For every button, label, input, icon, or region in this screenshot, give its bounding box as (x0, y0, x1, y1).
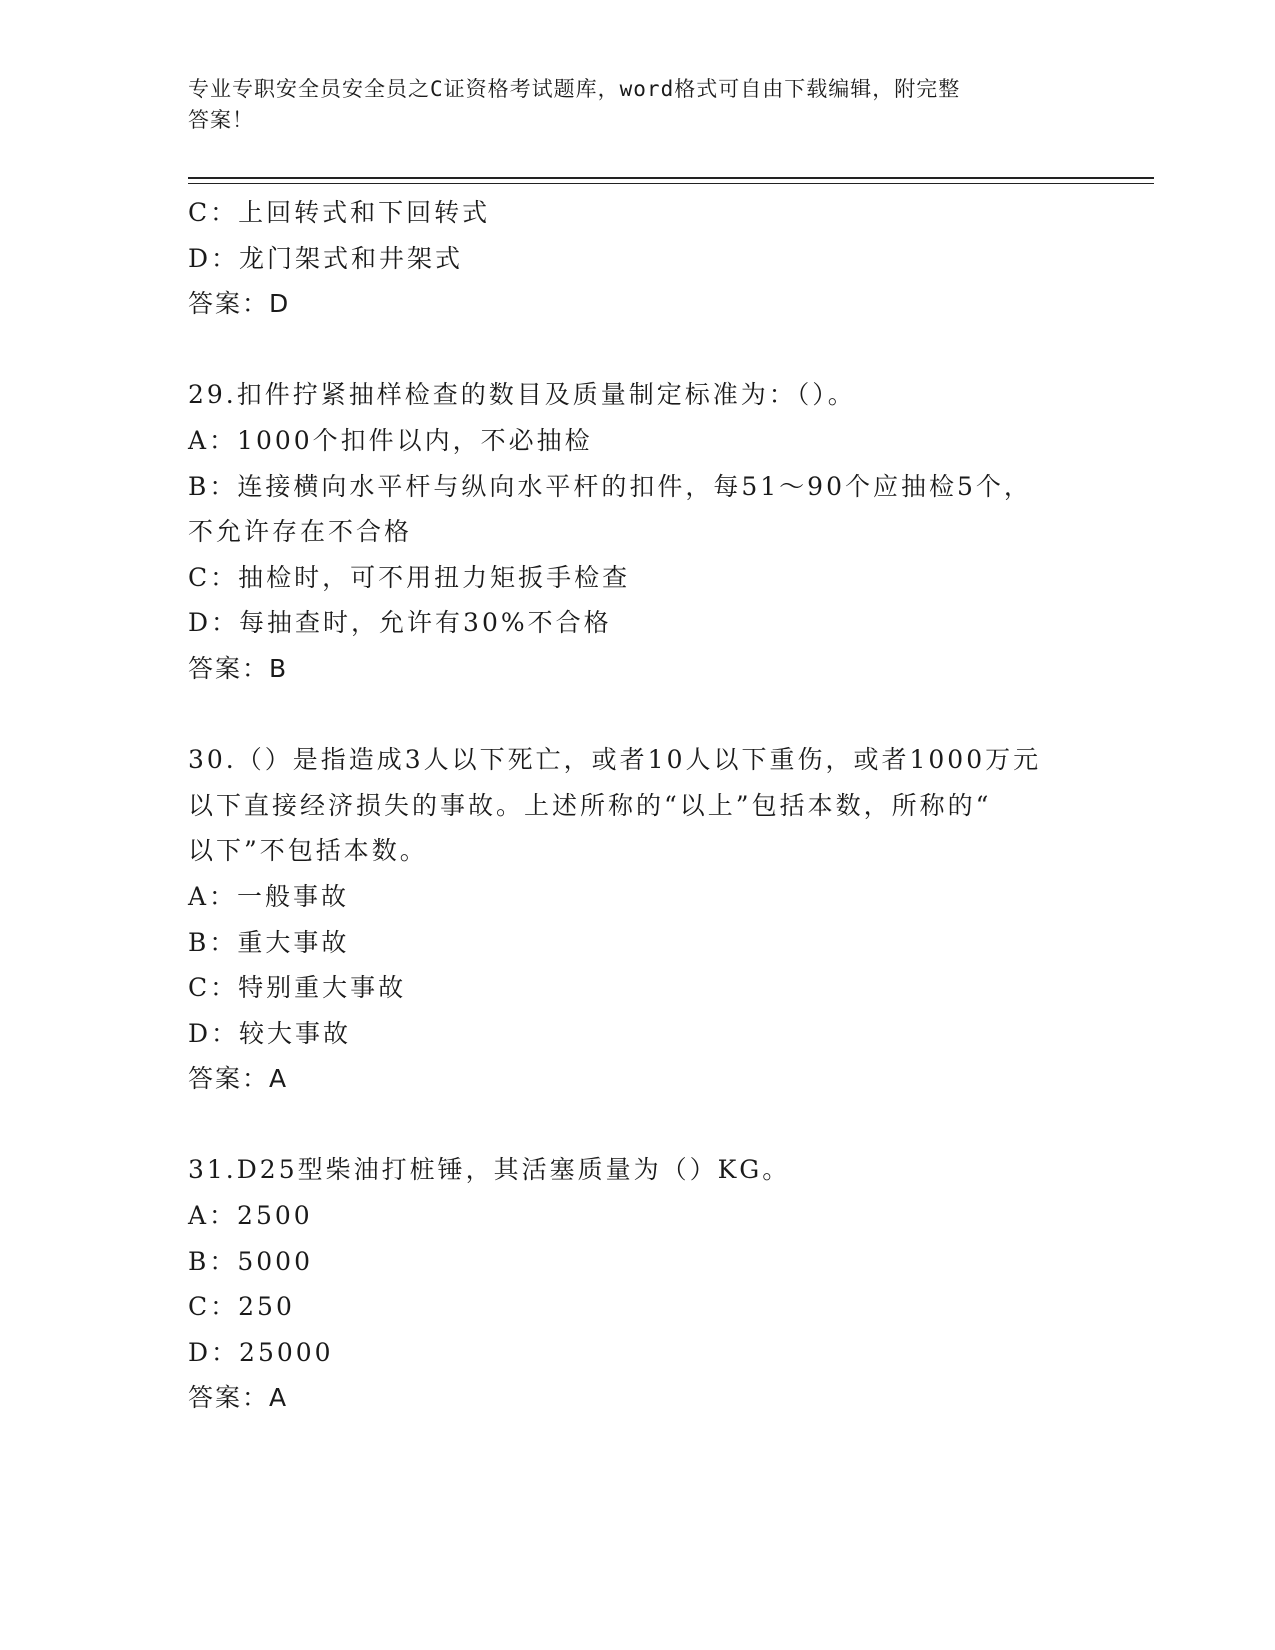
question-stem-line2: 以下直接经济损失的事故。上述所称的“以上”包括本数，所称的“ (188, 790, 992, 820)
option-d: D：龙门架式和井架式 (188, 243, 464, 273)
question-29 (188, 372, 1088, 691)
answer: 答案：A (188, 1064, 289, 1094)
option-b-line1: B：连接横向水平杆与纵向水平杆的扣件，每51～90个应抽检5个， (188, 471, 1032, 501)
document-header (188, 74, 1068, 136)
option-d: D：较大事故 (188, 1018, 352, 1048)
option-b: B：重大事故 (188, 927, 350, 957)
answer: 答案：A (188, 1383, 289, 1413)
answer: 答案：D (188, 289, 291, 319)
option-a: A：一般事故 (188, 881, 350, 911)
option-c: C：250 (188, 1292, 295, 1322)
answer: 答案：B (188, 653, 289, 683)
option-d: D：每抽查时，允许有30%不合格 (188, 608, 612, 638)
question-31 (188, 1147, 1088, 1421)
header-divider-thick (188, 177, 1154, 179)
option-a: A：2500 (188, 1201, 313, 1231)
question-stem: 31.D25型柴油打桩锤，其活塞质量为（）KG。 (188, 1155, 791, 1185)
question-28 (188, 190, 1088, 327)
header-title-line1: 专业专职安全员安全员之C证资格考试题库，word格式可自由下载编辑，附完整 (188, 77, 961, 101)
question-stem: 29.扣件拧紧抽样检查的数目及质量制定标准为：（）。 (188, 380, 856, 410)
question-list (188, 190, 1088, 1421)
option-b-line2: 不允许存在不合格 (188, 517, 413, 547)
option-d: D：25000 (188, 1337, 334, 1367)
question-stem-line3: 以下”不包括本数。 (188, 836, 428, 866)
question-stem-line1: 30.（）是指造成3人以下死亡，或者10人以下重伤，或者1000万元 (188, 745, 1042, 775)
header-title-line2: 答案！ (188, 108, 254, 132)
question-30 (188, 737, 1088, 1102)
option-a: A：1000个扣件以内，不必抽检 (188, 425, 593, 455)
option-c: C：上回转式和下回转式 (188, 198, 491, 227)
header-divider-thin (188, 183, 1154, 184)
option-c: C：特别重大事故 (188, 973, 407, 1003)
option-b: B：5000 (188, 1246, 313, 1276)
option-c: C：抽检时，可不用扭力矩扳手检查 (188, 562, 631, 592)
